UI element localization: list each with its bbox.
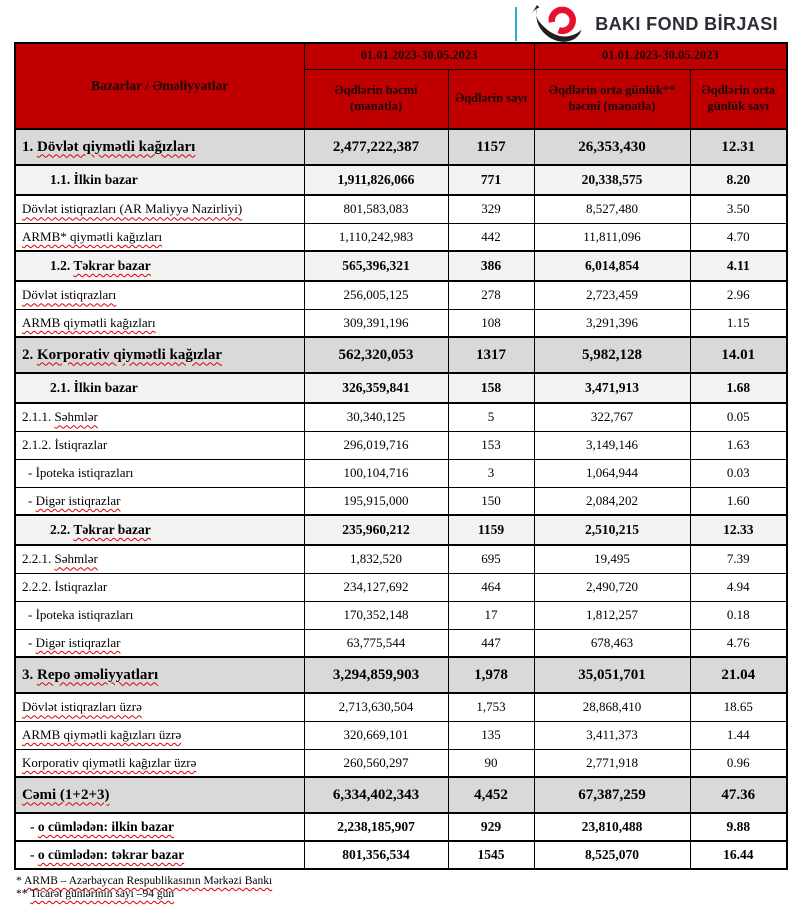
row-value: 326,359,841 [304,373,448,403]
table-row [15,459,787,487]
footnotes [16,875,272,901]
row-value: 8,527,480 [534,195,690,223]
row-value: 929 [448,813,534,841]
table-row [15,431,787,459]
row-label: 2.1.2. İstiqrazlar [15,431,304,459]
table-row [15,841,787,869]
row-value: 296,019,716 [304,431,448,459]
row-label: Cəmi (1+2+3) [15,777,304,813]
row-label: - İpoteka istiqrazları [15,601,304,629]
row-value: 170,352,148 [304,601,448,629]
table-row [15,373,787,403]
table-row [15,251,787,281]
row-label: - o cümlədən: təkrar bazar [15,841,304,869]
row-value: 1.60 [690,487,787,515]
row-value: 3,149,146 [534,431,690,459]
exchange-logo [515,4,778,44]
row-value: 18.65 [690,693,787,721]
row-value: 150 [448,487,534,515]
row-value: 2,771,918 [534,749,690,777]
footnote-trading-days: ** Ticarət günlərinin sayı –94 gün [16,888,175,900]
row-value: 1.15 [690,309,787,337]
row-value: 565,396,321 [304,251,448,281]
row-label: - İpoteka istiqrazları [15,459,304,487]
row-value: 2.96 [690,281,787,309]
row-label: 2.1. İlkin bazar [15,373,304,403]
row-value: 2,477,222,387 [304,129,448,165]
row-value: 801,356,534 [304,841,448,869]
table-row [15,337,787,373]
row-value: 1,064,944 [534,459,690,487]
row-value: 135 [448,721,534,749]
row-value: 678,463 [534,629,690,657]
column-header-avg-volume: Əqdlərin orta günlük** həcmi (manatla) [534,69,690,129]
column-header-avg-count: Əqdlərin orta günlük sayı [690,69,787,129]
row-value: 108 [448,309,534,337]
row-label: ARMB qiymətli kağızları [15,309,304,337]
row-value: 19,495 [534,545,690,573]
row-value: 447 [448,629,534,657]
row-value: 4.70 [690,223,787,251]
row-value: 90 [448,749,534,777]
table-row [15,601,787,629]
row-value: 278 [448,281,534,309]
row-value: 1.68 [690,373,787,403]
table-row [15,693,787,721]
table-row [15,629,787,657]
row-label: 2.2.2. İstiqrazlar [15,573,304,601]
row-value: 801,583,083 [304,195,448,223]
row-value: 67,387,259 [534,777,690,813]
row-value: 2,238,185,907 [304,813,448,841]
row-value: 153 [448,431,534,459]
row-value: 1,832,520 [304,545,448,573]
table-row [15,129,787,165]
row-value: 1159 [448,515,534,545]
row-value: 1,911,826,066 [304,165,448,195]
row-value: 35,051,701 [534,657,690,693]
row-label: - Digər istiqrazlar [15,629,304,657]
period-header-right: 01.01.2023-30.05.2023 [534,43,787,69]
row-label: 3. Repo əməliyyatları [15,657,304,693]
row-value: 1.44 [690,721,787,749]
footnote-armb: * ARMB – Azərbaycan Respublikasının Mərkəzi Bankı [16,875,273,887]
row-value: 5 [448,403,534,431]
row-value: 12.31 [690,129,787,165]
row-value: 309,391,196 [304,309,448,337]
table-body [15,129,787,869]
row-value: 1545 [448,841,534,869]
text-cursor-bar [515,7,517,41]
row-value: 1,978 [448,657,534,693]
row-value: 4.76 [690,629,787,657]
row-value: 3,294,859,903 [304,657,448,693]
table-row [15,777,787,813]
row-value: 3 [448,459,534,487]
period-header-left: 01.01.2023-30.05.2023 [304,43,534,69]
row-value: 2,510,215 [534,515,690,545]
row-label: Korporativ qiymətli kağızlar üzrə [15,749,304,777]
row-value: 329 [448,195,534,223]
table-row [15,403,787,431]
row-value: 23,810,488 [534,813,690,841]
row-value: 320,669,101 [304,721,448,749]
exchange-name: BAKI FOND BİRJASI [595,13,778,34]
row-value: 2,723,459 [534,281,690,309]
row-value: 235,960,212 [304,515,448,545]
row-value: 0.96 [690,749,787,777]
row-value: 2,084,202 [534,487,690,515]
row-value: 6,334,402,343 [304,777,448,813]
row-value: 695 [448,545,534,573]
row-label: ARMB qiymətli kağızları üzrə [15,721,304,749]
table-row [15,813,787,841]
row-value: 0.05 [690,403,787,431]
row-value: 4,452 [448,777,534,813]
table-row [15,281,787,309]
row-value: 7.39 [690,545,787,573]
row-value: 28,868,410 [534,693,690,721]
row-value: 16.44 [690,841,787,869]
row-label: ARMB* qiymətli kağızları [15,223,304,251]
market-operations-table-wrap [14,42,786,870]
row-value: 26,353,430 [534,129,690,165]
row-label: Dövlət istiqrazları [15,281,304,309]
row-label: 2.2. Təkrar bazar [15,515,304,545]
row-value: 20,338,575 [534,165,690,195]
column-header-count: Əqdlərin sayı [448,69,534,129]
row-value: 4.11 [690,251,787,281]
row-value: 1157 [448,129,534,165]
row-value: 3,411,373 [534,721,690,749]
row-label: 1. Dövlət qiymətli kağızları [15,129,304,165]
row-value: 8.20 [690,165,787,195]
row-value: 3.50 [690,195,787,223]
row-value: 562,320,053 [304,337,448,373]
row-label: 2. Korporativ qiymətli kağızlar [15,337,304,373]
row-value: 4.94 [690,573,787,601]
row-value: 0.03 [690,459,787,487]
corner-header: Bazarlar / Əməliyyatlar [15,43,304,129]
row-value: 3,291,396 [534,309,690,337]
row-value: 3,471,913 [534,373,690,403]
table-row [15,721,787,749]
row-label: 2.1.1. Səhmlər [15,403,304,431]
row-label: - Digər istiqrazlar [15,487,304,515]
table-row [15,309,787,337]
row-value: 1.63 [690,431,787,459]
row-value: 1,753 [448,693,534,721]
row-value: 5,982,128 [534,337,690,373]
row-value: 11,811,096 [534,223,690,251]
row-value: 256,005,125 [304,281,448,309]
row-value: 17 [448,601,534,629]
row-value: 0.18 [690,601,787,629]
row-value: 771 [448,165,534,195]
table-row [15,195,787,223]
row-value: 21.04 [690,657,787,693]
row-value: 1317 [448,337,534,373]
row-value: 322,767 [534,403,690,431]
table-row [15,487,787,515]
bfb-logo-icon [531,5,587,43]
row-value: 6,014,854 [534,251,690,281]
row-label: - o cümlədən: ilkin bazar [15,813,304,841]
row-value: 14.01 [690,337,787,373]
row-value: 63,775,544 [304,629,448,657]
row-value: 100,104,716 [304,459,448,487]
table-row [15,749,787,777]
column-header-volume: Əqdlərin həcmi (manatla) [304,69,448,129]
row-value: 12.33 [690,515,787,545]
row-value: 464 [448,573,534,601]
row-value: 9.88 [690,813,787,841]
market-operations-table [14,42,788,870]
table-row [15,223,787,251]
row-value: 8,525,070 [534,841,690,869]
row-value: 2,490,720 [534,573,690,601]
row-value: 1,110,242,983 [304,223,448,251]
row-value: 234,127,692 [304,573,448,601]
row-label: 1.1. İlkin bazar [15,165,304,195]
row-label: Dövlət istiqrazları (AR Maliyyə Nazirliyi) [15,195,304,223]
row-value: 30,340,125 [304,403,448,431]
table-row [15,657,787,693]
row-value: 195,915,000 [304,487,448,515]
table-row [15,573,787,601]
row-value: 47.36 [690,777,787,813]
row-value: 386 [448,251,534,281]
row-value: 260,560,297 [304,749,448,777]
row-value: 1,812,257 [534,601,690,629]
row-value: 2,713,630,504 [304,693,448,721]
table-row [15,545,787,573]
table-row [15,515,787,545]
table-row [15,165,787,195]
row-label: 2.2.1. Səhmlər [15,545,304,573]
row-label: Dövlət istiqrazları üzrə [15,693,304,721]
row-value: 442 [448,223,534,251]
table-header [15,43,787,129]
row-label: 1.2. Təkrar bazar [15,251,304,281]
row-value: 158 [448,373,534,403]
